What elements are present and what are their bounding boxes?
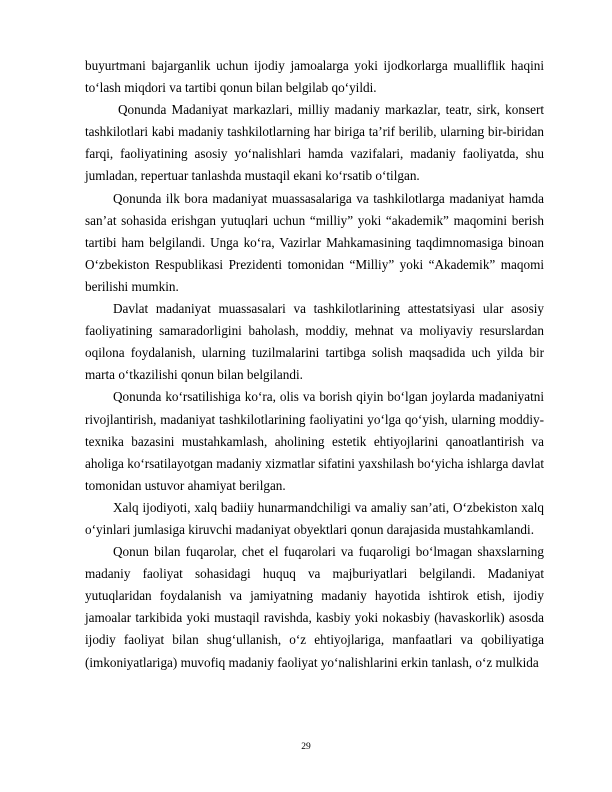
page-number: 29 [301,742,311,752]
paragraph-cultural-organizations: Qonunda Madaniyat markazlari, milliy madaniy markazlar, teatr, sirk, konsert tashkilotlari kabi madaniy tashkilotlarning har biriga taʼrif berilib, ularning bir-biridan farqi, faoliyatining asosiy yoʻnalishlari hamda vazifalari, madaniy faoliyatda, shu jumladan, repertuar tanlashda mustaqil ekani koʻrsatib oʻtilgan. [85,102,544,184]
paragraph-continuation: buyurtmani bajarganlik uchun ijodiy jamoalarga yoki ijodkorlarga mualliflik haqini toʻlash miqdori va tartibi qonun bilan belgilab qoʻyildi. [85,58,544,96]
paragraph-citizen-rights: Qonun bilan fuqarolar, chet el fuqarolari va fuqaroligi boʻlmagan shaxslarning madaniy faoliyat sohasidagi huquq va majburiyatlari belgilandi. Madaniyat yutuqlaridan foydalanish va jamiyatning madaniy hayotida ishtirok etish, ijodiy jamoalar tarkibida yoki mustaqil ravishda, kasbiy yoki nokasbiy (havaskorlik) asosda ijodiy faoliyat bilan shugʻullanish, oʻz ehtiyojlariga, manfaatlari va qobiliyatiga (imkoniyatlariga) muvofiq madaniy faoliyat yoʻnalishlarini erkin tanlash, oʻz mulkida [85,544,544,670]
paragraph-attestation: Davlat madaniyat muassasalari va tashkilotlarining attestatsiyasi ular asosiy faoliyatining samaradorligini baholash, moddiy, mehnat va moliyaviy resurslardan oqilona foydalanish, ularning tuzilmalarini tartibga solish maqsadida uch yilda bir marta oʻtkazilishi qonun bilan belgilandi. [85,301,544,383]
paragraph-remote-areas: Qonunda koʻrsatilishiga koʻra, olis va borish qiyin boʻlgan joylarda madaniyatni rivojlantirish, madaniyat tashkilotlarining faoliyatini yoʻlga qoʻyish, ularning moddiy-texnika bazasini mustahkamlash, aholining estetik ehtiyojlarini qanoatlantirish va aholiga koʻrsatilayotgan madaniy xizmatlar sifatini yaxshilash boʻyicha ishlarga davlat tomonidan ustuvor ahamiyat berilgan. [85,389,544,493]
paragraph-national-academic-status: Qonunda ilk bora madaniyat muassasalariga va tashkilotlarga madaniyat hamda sanʼat sohasida erishgan yutuqlari uchun “milliy” yoki “akademik” maqomini berish tartibi ham belgilandi. Unga koʻra, Vazirlar Mahkamasining taqdimnomasiga binoan Oʻzbekiston Respublikasi Prezidenti tomonidan “Milliy” yoki “Akademik” maqomi berilishi mumkin. [85,190,544,294]
body-text [85,55,544,674]
paragraph-folk-art: Xalq ijodiyoti, xalq badiiy hunarmandchiligi va amaliy sanʼati, Oʻzbekiston xalq oʻyinlari jumlasiga kiruvchi madaniyat obyektlari qonun darajasida mustahkamlandi. [85,499,544,537]
